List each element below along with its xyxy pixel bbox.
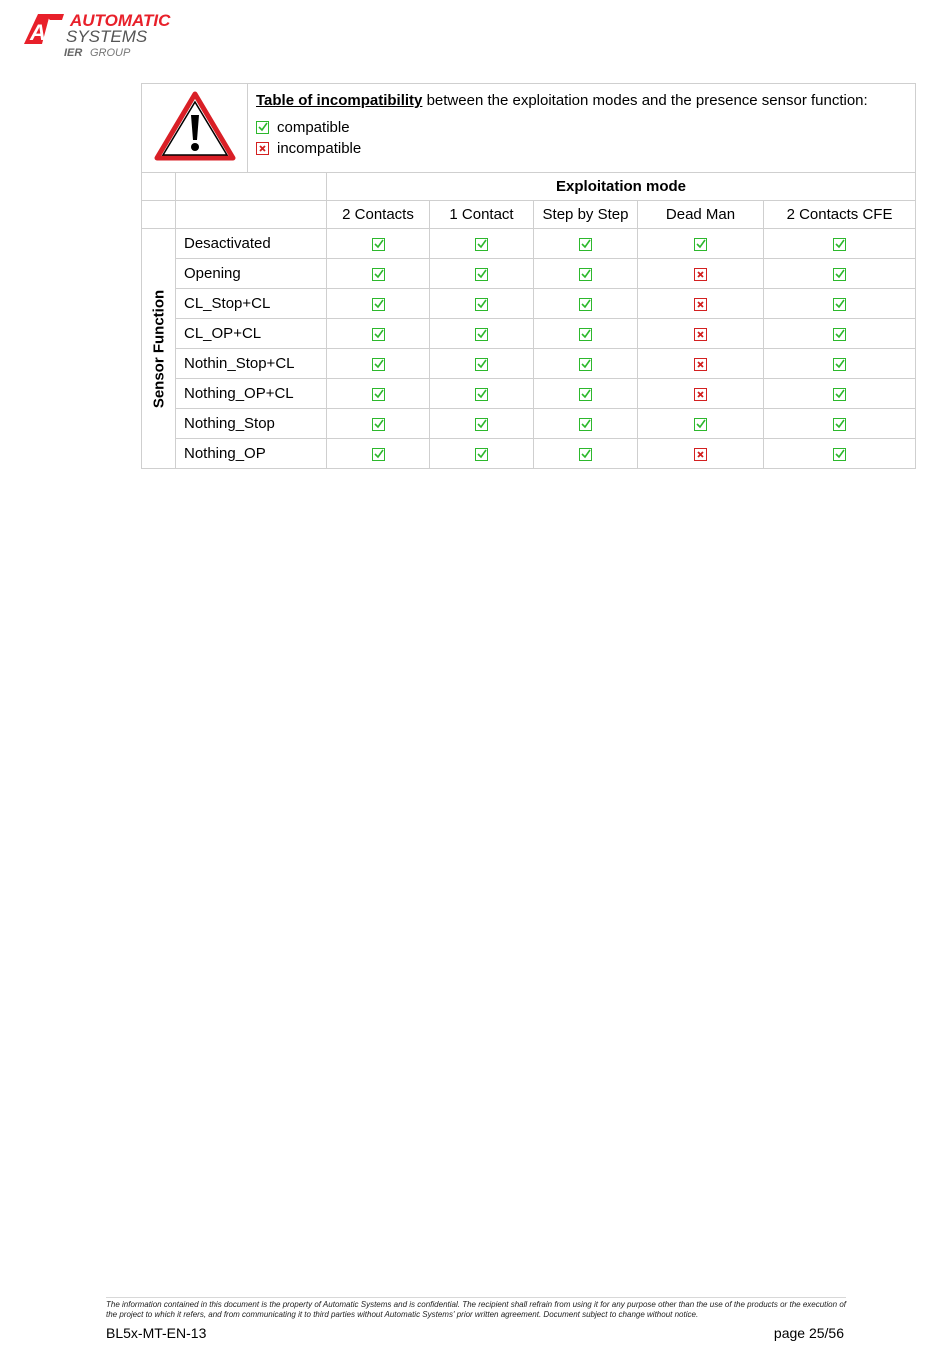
compatible-check-icon [579,328,592,341]
company-logo [20,10,200,62]
table-row [142,229,916,259]
compatible-check-icon [475,298,488,311]
row-label: Desactivated [176,229,327,259]
incompatible-cross-icon [694,358,707,371]
compatibility-cell [764,229,916,259]
compatibility-cell [327,409,430,439]
document-reference: BL5x-MT-EN-13 [106,1325,207,1341]
compatible-check-icon [372,268,385,281]
compatibility-cell [430,229,534,259]
compatibility-cell [638,319,764,349]
table-row [142,349,916,379]
compatible-check-icon [579,358,592,371]
compatibility-cell [764,289,916,319]
compatibility-cell [534,379,638,409]
compatibility-cell [327,439,430,469]
compatible-check-icon [579,388,592,401]
empty-cell [142,201,176,229]
compatibility-cell [638,409,764,439]
table-row [142,409,916,439]
compatibility-cell [638,289,764,319]
incompatible-cross-icon [256,142,269,155]
table-body [142,229,916,469]
compatible-check-icon [694,418,707,431]
compatibility-cell [638,349,764,379]
footer-divider [106,1297,846,1298]
compatible-check-icon [833,448,846,461]
row-label: Nothing_OP [176,439,327,469]
compatible-check-icon [579,418,592,431]
footer-confidentiality-note: The information contained in this document is the property of Automatic Systems and is confidential. The recipient shall refrain from using it for any purpose other than the use of the products or the execution of the project to which it refers, and from communicating it to third parties without Automatic Systems' prior written agreement. Document subject to change without notice. [106,1300,846,1319]
compatible-check-icon [475,448,488,461]
compatibility-cell [430,289,534,319]
table-row [142,289,916,319]
row-label: Nothing_OP+CL [176,379,327,409]
row-label: CL_Stop+CL [176,289,327,319]
logo-text-group: GROUP [90,47,131,59]
legend-incompatible [256,138,905,159]
incompatible-cross-icon [694,328,707,341]
compatible-check-icon [833,238,846,251]
compatible-check-icon [694,238,707,251]
sensor-function-label: Sensor Function [150,289,167,408]
column-header: 2 Contacts [327,201,430,229]
legend-compatible [256,117,905,138]
compatibility-cell [534,259,638,289]
column-header: 2 Contacts CFE [764,201,916,229]
compatible-check-icon [256,121,269,134]
sensor-function-label-cell [142,229,176,469]
column-header: Dead Man [638,201,764,229]
compatibility-cell [430,439,534,469]
compatible-check-icon [833,298,846,311]
compatible-check-icon [475,238,488,251]
incompatible-cross-icon [694,298,707,311]
compatibility-cell [430,349,534,379]
column-header: Step by Step [534,201,638,229]
compatibility-cell [764,379,916,409]
table-row [142,379,916,409]
compatible-check-icon [833,388,846,401]
compatibility-cell [638,439,764,469]
empty-cell [142,173,176,201]
intro-text: between the exploitation modes and the presence sensor function: [422,92,868,109]
column-header: 1 Contact [430,201,534,229]
compatible-check-icon [475,328,488,341]
compatible-check-icon [372,358,385,371]
compatible-check-icon [833,268,846,281]
compatible-check-icon [372,238,385,251]
compatibility-cell [764,409,916,439]
warning-cell [142,84,248,173]
compatible-check-icon [372,328,385,341]
compatible-check-icon [475,418,488,431]
compatible-check-icon [579,448,592,461]
compatible-check-icon [372,448,385,461]
compatibility-cell [534,319,638,349]
logo-text-automatic: AUTOMATIC [70,11,171,30]
compatibility-cell [430,379,534,409]
compatible-check-icon [579,298,592,311]
empty-cell [176,173,327,201]
row-label: Nothin_Stop+CL [176,349,327,379]
compatible-check-icon [372,298,385,311]
compatible-check-icon [372,388,385,401]
compatibility-cell [534,229,638,259]
incompatible-cross-icon [694,448,707,461]
compatibility-cell [327,259,430,289]
table-row [142,439,916,469]
compatibility-cell [638,379,764,409]
logo-text-systems: SYSTEMS [66,27,148,46]
compatibility-cell [430,319,534,349]
exploitation-mode-header: Exploitation mode [327,173,916,201]
compatibility-cell [764,319,916,349]
intro-line [256,92,905,109]
warning-triangle-icon [154,91,236,161]
row-label: CL_OP+CL [176,319,327,349]
compatible-check-icon [579,238,592,251]
compatibility-cell [534,439,638,469]
compatible-check-icon [475,388,488,401]
compatibility-cell [534,349,638,379]
table-row [142,259,916,289]
incompatibility-table [141,83,916,469]
compatible-check-icon [579,268,592,281]
compatible-check-icon [475,268,488,281]
row-label: Nothing_Stop [176,409,327,439]
compatibility-cell [430,259,534,289]
compatibility-cell [534,409,638,439]
compatible-check-icon [833,358,846,371]
incompatible-cross-icon [694,388,707,401]
legend-incompatible-label: incompatible [277,140,362,157]
logo-mark: AS [30,20,61,45]
intro-cell [248,84,916,173]
compatible-check-icon [475,358,488,371]
compatible-check-icon [833,328,846,341]
svg-text:IER: IER [64,47,83,59]
compatible-check-icon [833,418,846,431]
compatibility-cell [764,439,916,469]
compatibility-cell [638,259,764,289]
compatibility-cell [327,289,430,319]
table-row [142,319,916,349]
compatibility-cell [327,319,430,349]
intro-title: Table of incompatibility [256,92,423,109]
compatibility-cell [638,229,764,259]
row-label: Opening [176,259,327,289]
compatibility-cell [327,349,430,379]
legend-compatible-label: compatible [277,119,350,136]
compatibility-cell [430,409,534,439]
compatibility-cell [764,259,916,289]
incompatible-cross-icon [694,268,707,281]
page-number: page 25/56 [773,1325,844,1341]
compatible-check-icon [372,418,385,431]
compatibility-cell [327,229,430,259]
compatibility-cell [534,289,638,319]
compatibility-cell [327,379,430,409]
compatibility-cell [764,349,916,379]
empty-cell [176,201,327,229]
